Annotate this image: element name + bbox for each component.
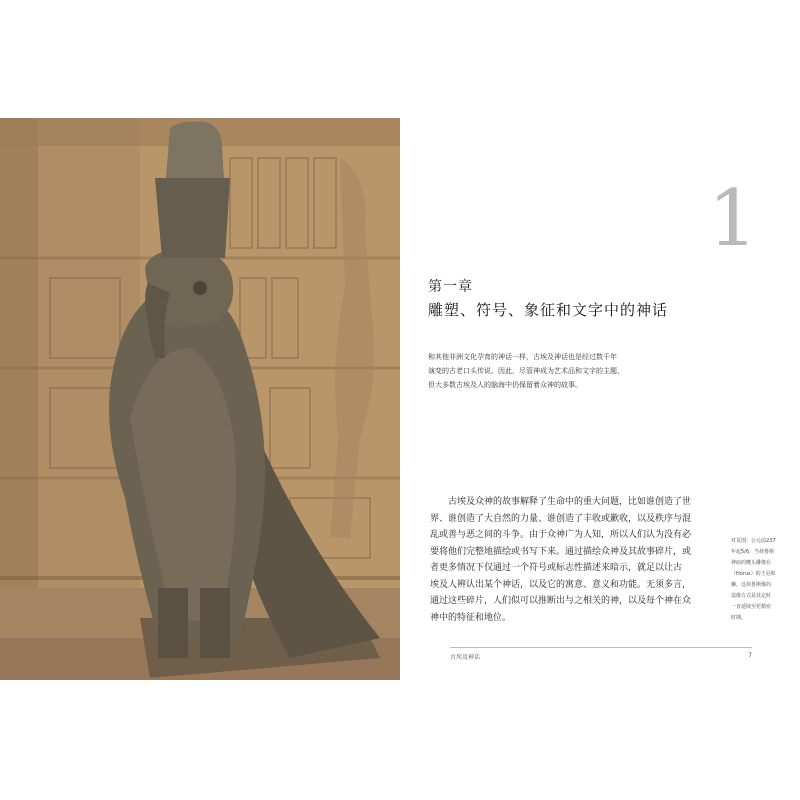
caption-line: 造像方式是其定时	[731, 593, 772, 599]
page-number: 7	[748, 652, 752, 659]
caption-line: （Horus）的王冠和	[731, 571, 776, 577]
caption-line: 一直延续至托勒密	[731, 604, 772, 610]
running-head: 古埃及神话	[450, 654, 481, 661]
page-footer	[450, 647, 752, 662]
caption-line: 狮，这荷鲁斯像的	[731, 582, 772, 588]
body-line: 神中的特征和地位。	[430, 612, 512, 623]
horus-falcon-statue-photo	[0, 118, 400, 680]
intro-line: 但大多数古埃及人的脑海中仍保留着众神的故事。	[428, 381, 582, 389]
caption-line: 神庙的鹰头雕像在	[731, 560, 772, 566]
body-line: 界、谁创造了大自然的力量、谁创造了丰收或歉收，以及秩序与混	[430, 513, 692, 524]
body-line: 古埃及众神的故事解释了生命中的重大问题，比如谁创造了世	[448, 497, 692, 507]
caption-line: 对页图：公元前237	[731, 538, 776, 544]
chapter-number: 1	[708, 174, 758, 264]
chapter-label: 第一章	[428, 279, 473, 295]
body-paragraph	[430, 494, 698, 626]
temple-relief-illustration	[0, 118, 400, 680]
body-line: 埃及人辨认出某个神话，以及它的寓意、意义和功能。无须多言，	[430, 579, 692, 590]
intro-line: 演变的古老口头传说。因此，尽管神成为艺术品和文字的主题，	[428, 367, 624, 375]
body-line: 乱或善与恶之间的斗争。由于众神广为人知，所以人们认为没有必	[430, 530, 692, 540]
photo-caption	[731, 536, 783, 624]
body-line: 要将他们完整地描绘或书写下来。通过描绘众神及其故事碎片，或	[430, 546, 692, 557]
chapter-title: 雕塑、符号、象征和文字中的神话	[428, 301, 669, 319]
body-line: 者更多情况下仅通过一个符号或标志性描述来暗示，就足以让古	[430, 563, 683, 573]
caption-line: 时期。	[731, 615, 747, 621]
intro-line: 和其他非洲文化孕育的神话一样，古埃及神话也是经过数千年	[428, 353, 617, 361]
text-page	[400, 0, 800, 800]
caption-line: 年起5/6，当荷鲁斯	[731, 549, 775, 555]
body-line: 通过这些碎片，人们似可以推断出与之相关的神，以及每个神在众	[430, 596, 692, 606]
intro-paragraph	[428, 350, 718, 392]
